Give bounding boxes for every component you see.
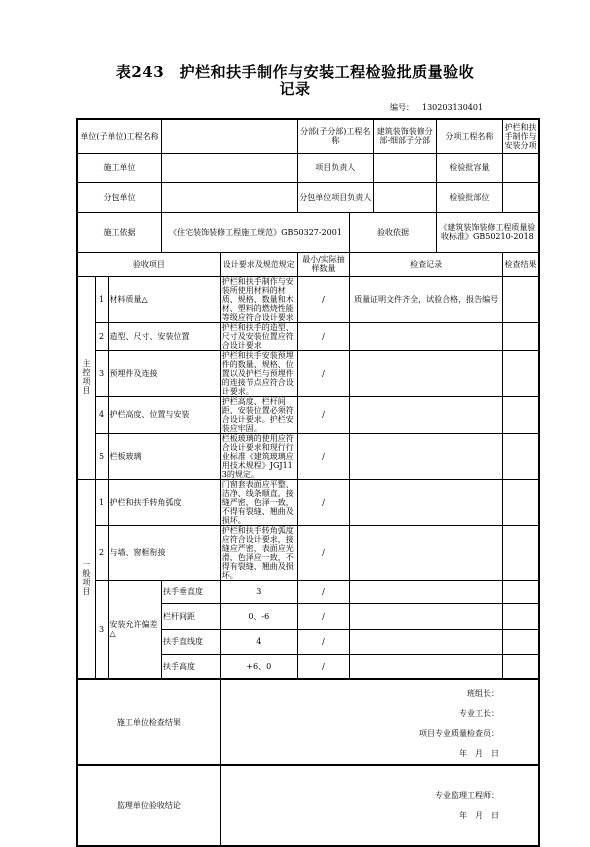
supervision-signature[interactable] xyxy=(220,765,539,846)
sub-name-value: 建筑装饰装修分部-细部子分部 xyxy=(373,119,436,153)
main-row-spec: 护栏和扶手的造型、尺寸及安装位置应符合设计要求 xyxy=(220,322,297,350)
main-row-result[interactable] xyxy=(503,350,539,396)
team-leader-label: 班组长： xyxy=(467,689,499,698)
main-row-sample: / xyxy=(297,396,349,433)
tolerance-result[interactable] xyxy=(503,654,539,679)
main-row-no: 2 xyxy=(95,322,108,350)
general-row-record[interactable] xyxy=(350,479,503,525)
main-row-no: 4 xyxy=(95,396,108,433)
batch-part-value[interactable] xyxy=(503,182,539,212)
col-record: 检查记录 xyxy=(350,252,503,276)
general-row-result[interactable] xyxy=(503,525,539,580)
main-row-record[interactable] xyxy=(350,433,503,479)
tolerance-value: 4 xyxy=(220,629,297,654)
col-design: 设计要求及规范规定 xyxy=(220,252,297,276)
general-row-result[interactable] xyxy=(503,479,539,525)
main-control-label: 主控项目 xyxy=(77,276,95,479)
general-row-spec: 门窗套表面应平整、洁净、线条顺直，接缝严密，色泽一致，不得有裂缝、翘曲及损坏。 xyxy=(220,479,297,525)
general-row-no: 2 xyxy=(95,525,108,580)
tolerance-record[interactable] xyxy=(350,603,503,629)
tolerance-value: 0、-6 xyxy=(220,603,297,629)
tolerance-result[interactable] xyxy=(503,603,539,629)
project-leader-value[interactable] xyxy=(373,153,436,182)
construct-check-signature[interactable] xyxy=(220,679,539,765)
tolerance-label: 安装允许偏差△ xyxy=(108,580,161,679)
main-row-record[interactable]: 质量证明文件齐全，试验合格，报告编号 xyxy=(350,276,503,322)
general-label: 一般项目 xyxy=(77,479,95,679)
basis-label: 施工依据 xyxy=(77,212,161,252)
general-row-spec: 护栏和扶手转角弧度应符合设计要求，接缝应严密，表面应光滑，色泽应一致，不得有裂缝、翘曲及损坏。 xyxy=(220,525,297,580)
construct-check-label: 施工单位检查结果 xyxy=(77,679,220,765)
main-row-name: 栏板玻璃 xyxy=(108,433,220,479)
tolerance-no: 3 xyxy=(95,580,108,679)
main-row-no: 1 xyxy=(95,276,108,322)
subcontract-leader-value[interactable] xyxy=(373,182,436,212)
tolerance-record[interactable] xyxy=(350,580,503,603)
tolerance-result[interactable] xyxy=(503,629,539,654)
tolerance-record[interactable] xyxy=(350,654,503,679)
page-title xyxy=(0,64,590,98)
construct-unit-label: 施工单位 xyxy=(77,153,161,182)
main-row-name: 造型、尺寸、安装位置 xyxy=(108,322,220,350)
engineer-label: 专业监理工程师： xyxy=(435,791,499,800)
tolerance-sample: / xyxy=(297,629,349,654)
project-leader-label: 项目负责人 xyxy=(297,153,373,182)
general-row-name: 护栏和扶手转角弧度 xyxy=(108,479,220,525)
construct-unit-value[interactable] xyxy=(161,153,297,182)
tolerance-record[interactable] xyxy=(350,629,503,654)
item-name-value: 护栏和扶手制作与安装分项 xyxy=(503,119,539,153)
main-row-spec: 栏板玻璃的使用应符合设计要求和现行行业标准《建筑玻璃应用技术规程》JGJ113的规定。 xyxy=(220,433,297,479)
batch-capacity-label: 检验批容量 xyxy=(436,153,502,182)
main-row-spec: 护栏和扶手制作与安装所使用材料的材质、规格、数量和木材、塑料的燃烧性能等级应符合设计要求 xyxy=(220,276,297,322)
inspection-table xyxy=(76,118,540,847)
subcontract-leader-label: 分包单位项目负责人 xyxy=(297,182,373,212)
item-name-label: 分项工程名称 xyxy=(436,119,502,153)
col-items: 验收项目 xyxy=(77,252,220,276)
main-row-record[interactable] xyxy=(350,350,503,396)
sub-name-label: 分部(子分部)工程名称 xyxy=(297,119,373,153)
construct-date: 年 月 日 xyxy=(459,749,499,758)
code-value: 130203130401 xyxy=(422,103,484,112)
main-row-sample: / xyxy=(297,350,349,396)
main-row-spec: 护栏高度、栏杆间距、安装位置必须符合设计要求。护栏安装应牢固。 xyxy=(220,396,297,433)
tolerance-result[interactable] xyxy=(503,580,539,603)
main-row-no: 5 xyxy=(95,433,108,479)
tolerance-name: 扶手高度 xyxy=(161,654,220,679)
general-row-name: 与墙、窗框衔接 xyxy=(108,525,220,580)
main-row-record[interactable] xyxy=(350,396,503,433)
record-code xyxy=(382,102,483,113)
tolerance-sample: / xyxy=(297,603,349,629)
col-result: 检查结果 xyxy=(503,252,539,276)
basis-value: 《住宅装饰装修工程施工规范》GB50327-2001 xyxy=(161,212,349,252)
batch-capacity-value[interactable] xyxy=(503,153,539,182)
tolerance-sample: / xyxy=(297,654,349,679)
code-label: 编号： xyxy=(390,103,414,112)
main-row-sample: / xyxy=(297,433,349,479)
supervision-date: 年 月 日 xyxy=(459,811,499,820)
foreman-label: 专业工长： xyxy=(459,709,499,718)
main-row-record[interactable] xyxy=(350,322,503,350)
tolerance-name: 扶手垂直度 xyxy=(161,580,220,603)
unit-name-value[interactable] xyxy=(161,119,297,153)
main-row-name: 材料质量△ xyxy=(108,276,220,322)
main-row-no: 3 xyxy=(95,350,108,396)
subcontract-value[interactable] xyxy=(161,182,297,212)
tolerance-value: +6、0 xyxy=(220,654,297,679)
title-line-1: 表243 护栏和扶手制作与安装工程检验批质量验收 xyxy=(115,63,475,81)
tolerance-sample: / xyxy=(297,580,349,603)
tolerance-name: 扶手直线度 xyxy=(161,629,220,654)
main-row-spec: 护栏和扶手安装预埋件的数量、规格、位置以及护栏与预埋件的连接节点应符合设计要求。 xyxy=(220,350,297,396)
subcontract-label: 分包单位 xyxy=(77,182,161,212)
main-row-name: 护栏高度、位置与安装 xyxy=(108,396,220,433)
main-row-result[interactable] xyxy=(503,433,539,479)
tolerance-name: 栏杆间距 xyxy=(161,603,220,629)
main-row-result[interactable] xyxy=(503,276,539,322)
supervision-label: 监理单位验收结论 xyxy=(77,765,220,846)
batch-part-label: 检验批部位 xyxy=(436,182,502,212)
main-row-result[interactable] xyxy=(503,396,539,433)
main-row-sample: / xyxy=(297,276,349,322)
general-row-no: 1 xyxy=(95,479,108,525)
accept-basis-label: 验收依据 xyxy=(350,212,437,252)
general-row-sample: / xyxy=(297,479,349,525)
main-row-sample: / xyxy=(297,322,349,350)
title-line-2: 记录 xyxy=(279,80,311,98)
col-min-sample: 最小/实际抽样数量 xyxy=(297,252,349,276)
accept-basis-value: 《建筑装饰装修工程质量验收标准》GB50210-2018 xyxy=(436,212,539,252)
general-row-sample: / xyxy=(297,525,349,580)
inspector-label: 项目专业质量检查员： xyxy=(419,729,499,738)
tolerance-value: 3 xyxy=(220,580,297,603)
unit-name-label: 单位(子单位)工程名称 xyxy=(77,119,161,153)
main-row-result[interactable] xyxy=(503,322,539,350)
main-row-name: 预埋件及连接 xyxy=(108,350,220,396)
general-row-record[interactable] xyxy=(350,525,503,580)
